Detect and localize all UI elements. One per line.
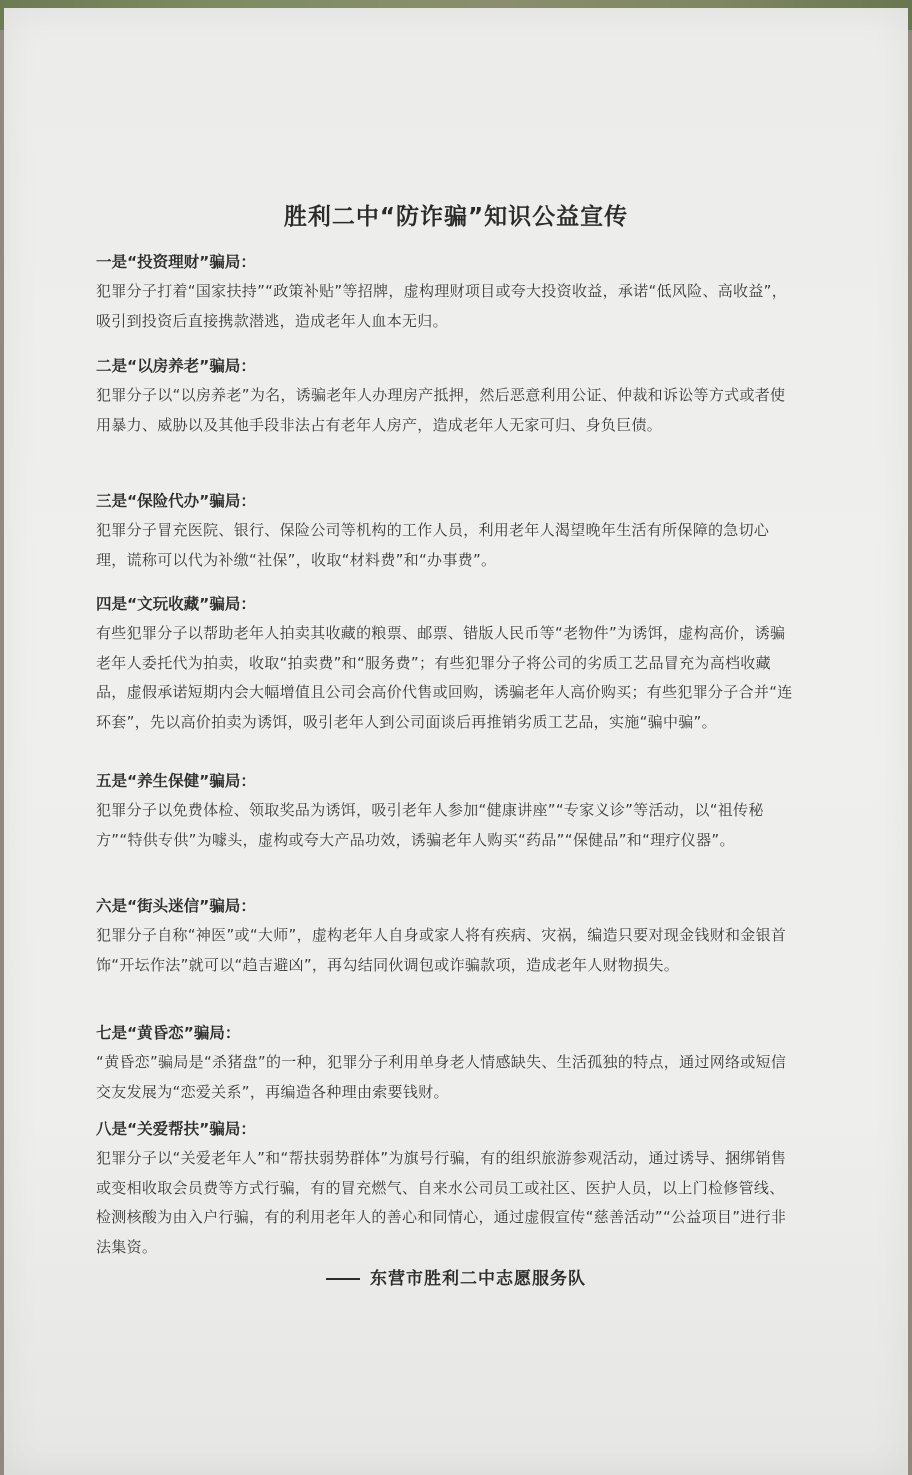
section-heading: 五是“养生保健”骗局： [96, 772, 256, 790]
section-care-scam [96, 1116, 796, 1262]
section-heading: 四是“文玩收藏”骗局： [96, 595, 256, 613]
section-health-scam [96, 768, 796, 855]
section-romance-scam [96, 1020, 796, 1107]
signature [4, 1264, 908, 1289]
section-body: 犯罪分子以“关爱老年人”和“帮扶弱势群体”为旗号行骗，有的组织旅游参观活动，通过诱导、捆绑销售或变相收取会员费等方式行骗，有的冒充燃气、自来水公司员工或社区、医护人员，以上门检修管线、检测核酸为由入户行骗，有的利用老年人的善心和同情心，通过虚假宣传“慈善活动”“公益项目”进行非法集资。 [96, 1149, 787, 1256]
section-heading: 八是“关爱帮扶”骗局： [96, 1120, 256, 1138]
section-investment-scam [96, 249, 796, 336]
document-title: 胜利二中“防诈骗”知识公益宣传 [283, 204, 629, 230]
section-heading: 六是“街头迷信”骗局： [96, 897, 256, 915]
section-heading: 七是“黄昏恋”骗局： [96, 1024, 241, 1042]
section-insurance-scam [96, 488, 796, 575]
section-body: 犯罪分子冒充医院、银行、保险公司等机构的工作人员，利用老年人渴望晚年生活有所保障的急切心理，谎称可以代为补缴“社保”，收取“材料费”和“办事费”。 [96, 521, 770, 569]
section-body: 犯罪分子自称“神医”或“大师”，虚构老年人自身或家人将有疾病、灾祸，编造只要对现金钱财和金银首饰“开坛作法”就可以“趋吉避凶”，再勾结同伙调包或诈骗款项，造成老年人财物损失。 [96, 926, 787, 974]
section-body: 犯罪分子打着“国家扶持”“政策补贴”等招牌，虚构理财项目或夸大投资收益，承诺“低风险、高收益”，吸引到投资后直接携款潜逃，造成老年人血本无归。 [96, 282, 788, 330]
section-house-pension-scam [96, 353, 796, 440]
signature-text: 东营市胜利二中志愿服务队 [370, 1269, 586, 1289]
signature-dash [326, 1278, 360, 1280]
section-collectibles-scam [96, 591, 796, 737]
document-page [4, 8, 908, 1475]
section-superstition-scam [96, 893, 796, 980]
section-body: 犯罪分子以免费体检、领取奖品为诱饵，吸引老年人参加“健康讲座”“专家义诊”等活动，以“祖传秘方”“特供专供”为噱头，虚构或夸大产品功效，诱骗老年人购买“药品”“保健品”和“理疗仪器”。 [96, 801, 764, 849]
section-body: “黄昏恋”骗局是“杀猪盘”的一种，犯罪分子利用单身老人情感缺失、生活孤独的特点，通过网络或短信交友发展为“恋爱关系”，再编造各种理由索要钱财。 [96, 1053, 787, 1101]
section-heading: 二是“以房养老”骗局： [96, 357, 256, 375]
section-body: 有些犯罪分子以帮助老年人拍卖其收藏的粮票、邮票、错版人民币等“老物件”为诱饵，虚构高价，诱骗老年人委托代为拍卖，收取“拍卖费”和“服务费”；有些犯罪分子将公司的劣质工艺品冒充为高档收藏品，虚假承诺短期内会大幅增值且公司会高价代售或回购，诱骗老年人高价购买；有些犯罪分子合并“连环套”，先以高价拍卖为诱饵，吸引老年人到公司面谈后再推销劣质工艺品，实施“骗中骗”。 [96, 624, 793, 731]
section-heading: 一是“投资理财”骗局： [96, 253, 256, 271]
section-heading: 三是“保险代办”骗局： [96, 492, 256, 510]
section-body: 犯罪分子以“以房养老”为名，诱骗老年人办理房产抵押，然后恶意利用公证、仲裁和诉讼等方式或者使用暴力、威胁以及其他手段非法占有老年人房产，造成老年人无家可归、身负巨债。 [96, 386, 786, 434]
